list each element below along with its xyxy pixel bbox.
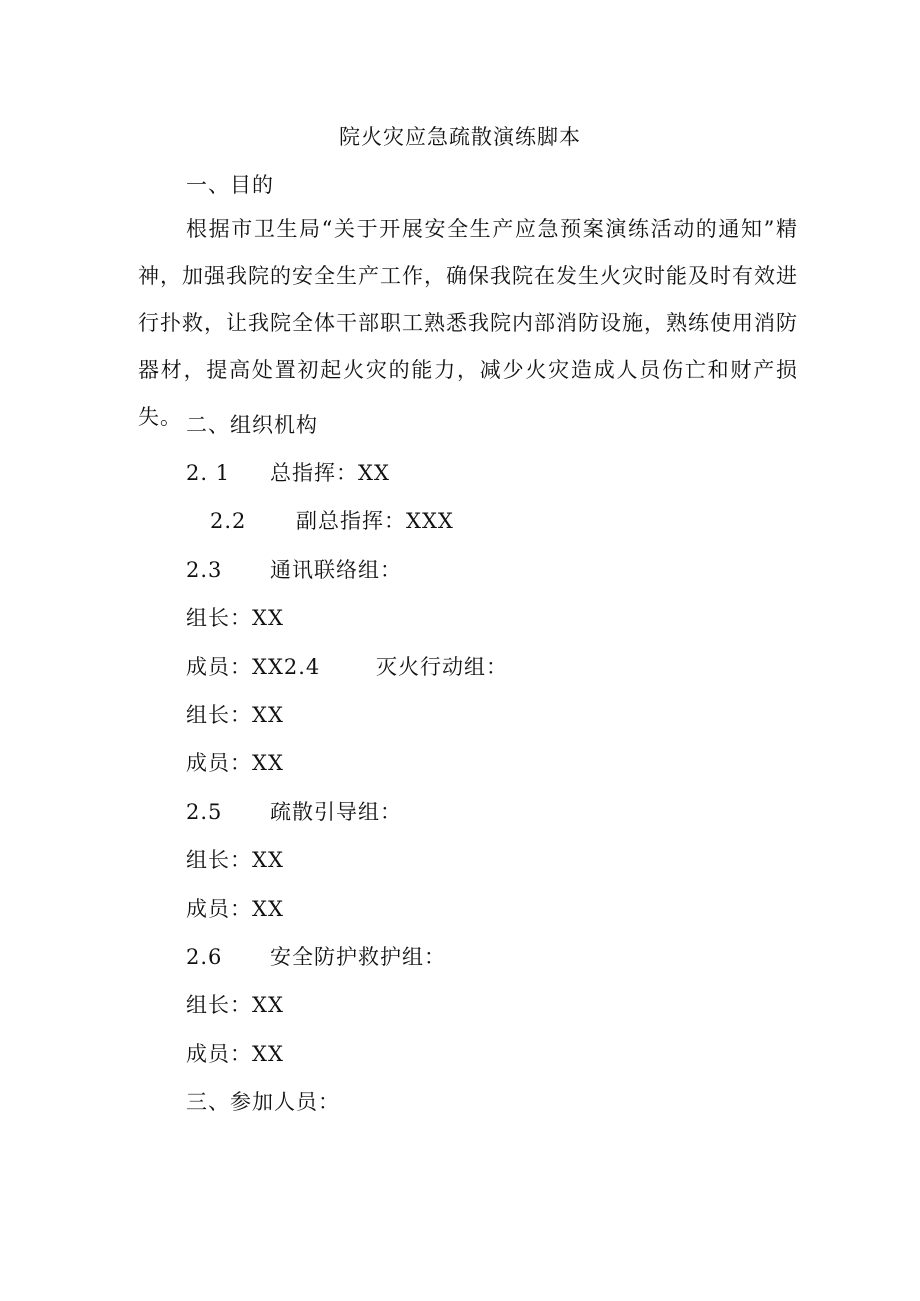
section3-heading: 三、参加人员： (186, 1090, 340, 1114)
item-2-5-member: 成员：XX (186, 897, 284, 921)
section1-paragraph: 根据市卫生局“关于开展安全生产应急预案演练活动的通知”精神，加强我院的安全生产工作，确保我院在发生火灾时能及时有效进行扑救，让我院全体干部职工熟悉我院内部消防设施，熟练使用消防器材，提高处置初起火灾的能力，减少火灾造成人员伤亡和财产损失。 (138, 217, 798, 429)
item-2-1-number: 2. 1 (186, 461, 231, 485)
item-2-3-text: 通讯联络组： (270, 558, 402, 582)
item-2-6-leader: 组长：XX (186, 993, 284, 1017)
item-2-6-member: 成员：XX (186, 1042, 284, 1066)
section1-heading: 一、目的 (186, 173, 274, 197)
item-2-4-text: 灭火行动组： (376, 655, 508, 679)
item-2-6-number: 2.6 (186, 945, 223, 969)
item-2-5-text: 疏散引导组： (270, 800, 402, 824)
item-2-3-number: 2.3 (186, 558, 223, 582)
item-2-3-leader: 组长：XX (186, 606, 284, 630)
item-2-5-number: 2.5 (186, 800, 223, 824)
item-2-2-text: 副总指挥：XXX (296, 509, 454, 533)
item-2-4-leader: 组长：XX (186, 703, 284, 727)
item-2-6-text: 安全防护救护组： (270, 945, 446, 969)
item-2-2-number: 2.2 (210, 509, 247, 533)
item-2-4-member: 成员：XX (186, 751, 284, 775)
document-title: 院火灾应急疏散演练脚本 (339, 125, 581, 149)
item-2-5-leader: 组长：XX (186, 848, 284, 872)
item-2-1-text: 总指挥：XX (270, 461, 390, 485)
item-2-3-member-2-4-number: 成员：XX2.4 (186, 655, 321, 679)
section2-heading: 二、组织机构 (186, 413, 318, 437)
